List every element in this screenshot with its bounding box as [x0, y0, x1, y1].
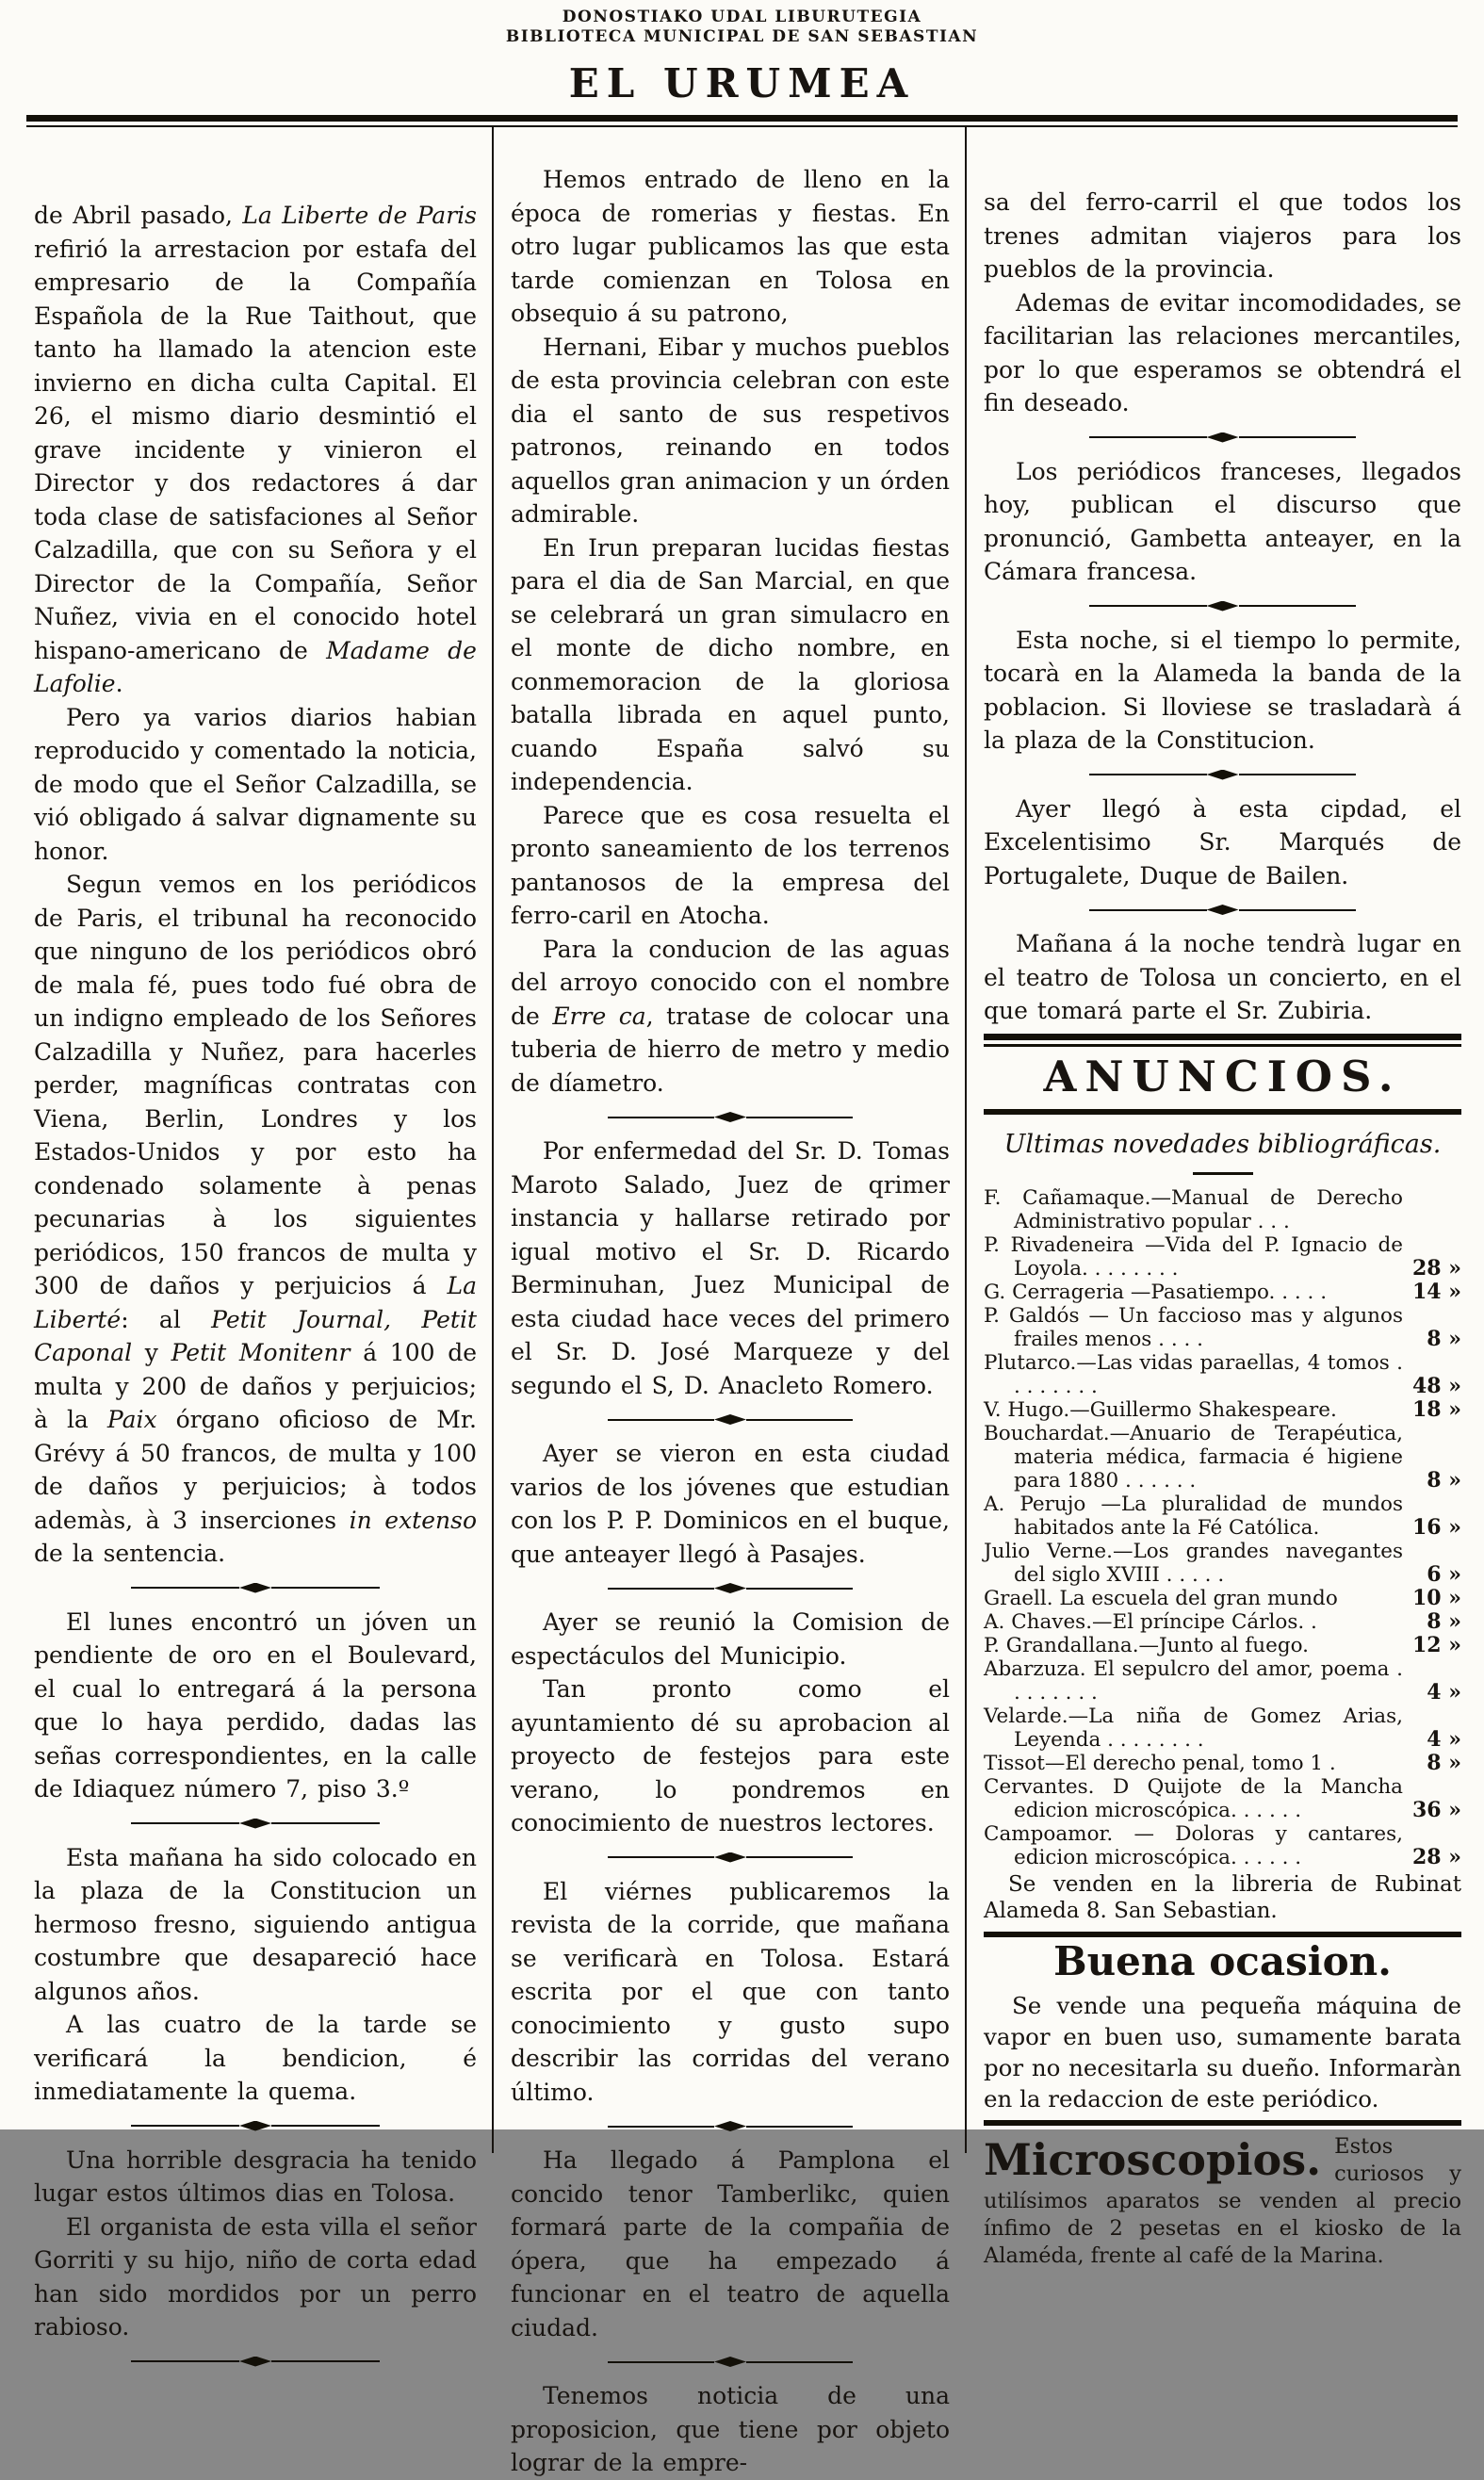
- book-price: 12 »: [1411, 1632, 1461, 1657]
- article-divider: [608, 1414, 854, 1425]
- book-row: [984, 1822, 1461, 1869]
- divider-line: [746, 1117, 853, 1118]
- divider-line: [271, 2360, 380, 2362]
- anuncios-bottom-rule: [984, 1109, 1461, 1115]
- divider-diamond-icon: [1207, 770, 1239, 780]
- book-title: A. Perujo —La pluralidad de mundos habitados ante la Fé Católica.: [984, 1492, 1403, 1540]
- divider-diamond-icon: [714, 2121, 746, 2131]
- divider-line: [131, 1587, 239, 1589]
- book-row: [984, 1351, 1461, 1398]
- divider-line: [608, 2126, 714, 2128]
- article-divider: [1089, 432, 1357, 443]
- divider-line: [131, 2125, 239, 2127]
- column-layout: [28, 127, 1463, 2476]
- book-title: F. Cañamaque.—Manual de Derecho Administrativo popular . . .: [984, 1185, 1403, 1233]
- news-paragraph: Hemos entrado de lleno en la época de romerias y fiestas. En otro lugar publicamos las que esta tarde comienzan en Tolosa en obsequio á su patrono,: [511, 166, 950, 327]
- anuncios-subtitle: Ultimas novedades bibliográficas.: [1003, 1129, 1442, 1159]
- book-row: [984, 1775, 1461, 1822]
- divider-line: [608, 1856, 714, 1858]
- book-price: 28 »: [1411, 1255, 1461, 1281]
- book-row: [984, 1281, 1461, 1304]
- book-row: [984, 1398, 1461, 1422]
- news-column-3-items: [984, 186, 1461, 1028]
- news-paragraph: Hernani, Eibar y muchos pueblos de esta provincia celebran con este dia el santo de sus respetivos patronos, reinando en todos aquellos gran animacion y un órden admirable.: [511, 333, 950, 528]
- article-divider: [131, 2357, 379, 2367]
- divider-line: [608, 1588, 714, 1590]
- book-row: [984, 1610, 1461, 1634]
- divider-line: [1089, 605, 1207, 607]
- book-title: Bouchardat.—Anuario de Terapéutica, materia médica, farmacia é higiene para 1880 . . . . . .: [984, 1421, 1403, 1493]
- book-title: Campoamor. — Doloras y cantares, edicion microscópica. . . . . .: [984, 1821, 1403, 1869]
- book-price: 16 »: [1411, 1514, 1461, 1540]
- article-divider: [131, 2121, 379, 2131]
- book-list-footer: Se venden en la libreria de Rubinat Alameda 8. San Sebastian.: [984, 1871, 1461, 1923]
- article-divider: [131, 1583, 379, 1593]
- book-title: P. Rivadeneira —Vida del P. Ignacio de Loyola. . . . . . . .: [984, 1232, 1403, 1281]
- buena-ocasion-rule: [984, 1932, 1461, 1937]
- book-row: [984, 1304, 1461, 1351]
- book-title: V. Hugo.—Guillermo Shakespeare.: [984, 1397, 1337, 1422]
- divider-diamond-icon: [714, 2357, 746, 2367]
- divider-line: [271, 2125, 380, 2127]
- book-price: 6 »: [1427, 1561, 1461, 1587]
- news-paragraph: Esta mañana ha sido colocado en la plaza de la Constitucion un hermoso fresno, siguiendo antigua costumbre que desapareció hace algunos años.: [34, 1843, 477, 2005]
- divider-line: [746, 2126, 853, 2128]
- news-paragraph: En Irun preparan lucidas fiestas para el dia de San Marcial, en que se celebrará un gran simulacro en el monte de dicho nombre, en conmemoracion de la gloriosa batalla librada en aquel punto, cuando España salvó su independencia.: [511, 533, 950, 795]
- buena-ocasion-text: Se vende una pequeña máquina de vapor en buen uso, sumamente barata por no necesitarla su dueño. Informaràn en la redaccion de este periódico.: [984, 1991, 1461, 2113]
- page-header: [0, 0, 1484, 106]
- book-row: [984, 1657, 1461, 1705]
- article-divider: [1089, 770, 1357, 780]
- news-paragraph: Segun vemos en los periódicos de Paris, el tribunal ha reconocido que ninguno de los periódicos obró de mala fé, pues todo fué obra de un indigno empleado de los Señores Calzadilla y Nuñez, para hacerles perder, magníficas contratas con Viena, Berlin, Londres y los Estados-Unidos y por esto ha condenado solamente à penas pecunarias à los siguientes periódicos, 150 francos de multa y 300 de daños y perjuicios á La Liberté: al Petit Journal, Petit Caponal y Petit Monitenr á 100 de multa y 200 de daños y perjuicios; à la Paix órgano oficioso de Mr. Grévy á 50 francos, de multa y 100 de daños y perjuicios; à todos ademàs, à 3 inserciones in extenso de la sentencia.: [34, 871, 478, 1567]
- news-paragraph: A las cuatro de la tarde se verificará la bendicion, é inmediatamente la quema.: [34, 2011, 477, 2105]
- news-paragraph: El viérnes publicaremos la revista de la corride, que mañana se verificarà en Tolosa. Estará escrita por el que con tanto conocimiento y gusto supo describir las corridas del verano último.: [511, 1877, 950, 2106]
- news-paragraph: Tenemos noticia de una proposicion, que tiene por objeto lograr de la empre-: [511, 2382, 950, 2476]
- article-divider: [608, 2357, 854, 2367]
- divider-line: [746, 1856, 853, 1858]
- book-title: G. Cerrageria —Pasatiempo. . . . .: [984, 1280, 1328, 1304]
- divider-diamond-icon: [1207, 601, 1239, 612]
- news-paragraph: El organista de esta villa el señor Gorriti y su hijo, niño de corta edad han sido mordidos por un perro rabioso.: [34, 2212, 477, 2341]
- masthead-rule: [26, 115, 1458, 127]
- news-paragraph: Una horrible desgracia ha tenido lugar estos últimos dias en Tolosa.: [34, 2146, 477, 2207]
- divider-diamond-icon: [1207, 432, 1239, 443]
- news-paragraph: Pero ya varios diarios habian reproducido y comentado la noticia, de modo que el Señor Calzadilla, se vió obligado á salvar dignamente su honor.: [34, 703, 477, 865]
- book-price: 4 »: [1427, 1726, 1461, 1752]
- divider-diamond-icon: [239, 1583, 271, 1593]
- buena-ocasion-title: Buena ocasion.: [1053, 1937, 1392, 1984]
- anuncios-top-rule: [984, 1034, 1461, 1047]
- book-title: Graell. La escuela del gran mundo: [984, 1586, 1338, 1610]
- article-divider: [608, 1112, 854, 1122]
- news-paragraph: Esta noche, si el tiempo lo permite, tocarà en la Alameda la banda de la poblacion. Si lloviese se trasladarà á la plaza de la Constitucion.: [984, 626, 1461, 754]
- divider-line: [1239, 436, 1357, 438]
- microscopios-section: [984, 2120, 1461, 2270]
- book-row: [984, 1752, 1461, 1775]
- book-row: [984, 1634, 1461, 1657]
- book-price: 28 »: [1411, 1844, 1461, 1869]
- divider-line: [608, 1419, 714, 1421]
- book-title: Julio Verne.—Los grandes navegantes del siglo XVIII . . . . .: [984, 1539, 1403, 1587]
- article-divider: [1089, 601, 1357, 612]
- news-paragraph: Por enfermedad del Sr. D. Tomas Maroto Salado, Juez de qrimer instancia y hallarse retirado por igual motivo el Sr. D. Ricardo Berminuhan, Juez Municipal de esta ciudad hace veces del primero el Sr. D. José Marqueze y del segundo el S, D. Anacleto Romero.: [511, 1137, 950, 1399]
- divider-line: [1089, 909, 1207, 911]
- book-title: Velarde.—La niña de Gomez Arias, Leyenda . . . . . . . .: [984, 1704, 1403, 1752]
- microscopios-ad: [984, 2133, 1461, 2270]
- divider-line: [746, 2361, 853, 2363]
- book-title: A. Chaves.—El príncipe Cárlos. .: [984, 1609, 1317, 1634]
- article-divider: [608, 2121, 854, 2131]
- divider-line: [1239, 774, 1357, 775]
- book-price: 36 »: [1411, 1797, 1461, 1822]
- anuncios-subtitle-dash: [1193, 1172, 1253, 1175]
- divider-line: [746, 1588, 853, 1590]
- book-price: 14 »: [1411, 1279, 1461, 1304]
- article-divider: [608, 1852, 854, 1863]
- news-paragraph: Parece que es cosa resuelta el pronto saneamiento de los terrenos pantanosos de la empresa del ferro-caril en Atocha.: [511, 801, 950, 929]
- divider-line: [746, 1419, 853, 1421]
- book-price: 4 »: [1427, 1679, 1461, 1705]
- divider-line: [1239, 909, 1357, 911]
- book-price: 10 »: [1411, 1585, 1461, 1610]
- book-title: Abarzuza. El sepulcro del amor, poema . . . . . . . .: [984, 1656, 1403, 1705]
- library-stamp-line2: BIBLIOTECA MUNICIPAL DE SAN SEBASTIAN: [505, 27, 979, 46]
- divider-line: [608, 2361, 714, 2363]
- news-column-2: [494, 127, 967, 2476]
- divider-line: [131, 1822, 239, 1824]
- book-title: P. Grandallana.—Junto al fuego.: [984, 1633, 1309, 1657]
- book-list: [984, 1186, 1461, 1869]
- book-row: [984, 1422, 1461, 1493]
- book-row: [984, 1493, 1461, 1540]
- book-row: [984, 1587, 1461, 1610]
- divider-diamond-icon: [239, 1819, 271, 1829]
- microscopios-text: Estos curiosos y utilísimos aparatos se venden al precio ínfimo de 2 pesetas en el kiosko de la Alaméda, frente al café de la Marina.: [984, 2133, 1461, 2268]
- news-paragraph: Ayer se reunió la Comision de espectáculos del Municipio.: [511, 1608, 950, 1670]
- anuncios-section: [984, 1034, 1461, 1924]
- book-price: 48 »: [1411, 1373, 1461, 1398]
- news-paragraph: Ha llegado á Pamplona el concido tenor Tamberlikc, quien formará parte de la compañia de ópera, que ha empezado á funcionar en el teatro de aquella ciudad.: [511, 2146, 950, 2341]
- book-title: Tissot—El derecho penal, tomo 1 .: [984, 1751, 1336, 1775]
- book-title: Plutarco.—Las vidas paraellas, 4 tomos . . . . . . . .: [984, 1350, 1403, 1398]
- buena-ocasion-section: [984, 1932, 1461, 2114]
- news-paragraph: sa del ferro-carril el que todos los trenes admitan viajeros para los pueblos de la provincia.: [984, 188, 1461, 283]
- book-title: P. Galdós — Un faccioso mas y algunos frailes menos . . . .: [984, 1303, 1403, 1351]
- divider-line: [608, 1117, 714, 1118]
- book-price: 18 »: [1411, 1396, 1461, 1422]
- article-divider: [608, 1583, 854, 1593]
- news-column-1: [28, 127, 494, 2341]
- news-paragraph: Mañana á la noche tendrà lugar en el teatro de Tolosa un concierto, en el que tomará parte el Sr. Zubiria.: [984, 930, 1461, 1024]
- news-paragraph: Tan pronto como el ayuntamiento dé su aprobacion al proyecto de festejos para este verano, lo pondremos en conocimiento de nuestros lectores.: [511, 1675, 950, 1836]
- news-paragraph: El lunes encontró un jóven un pendiente de oro en el Boulevard, el cual lo entregará á la persona que lo haya perdido, dadas las señas correspondientes, en la calle de Idiaquez número 7, piso 3.º: [34, 1607, 477, 1803]
- book-price: 8 »: [1427, 1750, 1461, 1775]
- divider-line: [131, 2360, 239, 2362]
- divider-line: [1089, 436, 1207, 438]
- divider-line: [1239, 605, 1357, 607]
- divider-diamond-icon: [239, 2121, 271, 2131]
- article-divider: [1089, 905, 1357, 915]
- news-paragraph: Ademas de evitar incomodidades, se facilitarian las relaciones mercantiles, por lo que esperamos se obtendrá el fin deseado.: [984, 288, 1461, 416]
- article-divider: [131, 1819, 379, 1829]
- book-price: 8 »: [1427, 1326, 1461, 1351]
- news-paragraph: Para la conducion de las aguas del arroyo conocido con el nombre de Erre ca, tratase de colocar una tuberia de hierro de metro y medio de díametro.: [511, 935, 950, 1097]
- news-column-3: [967, 127, 1463, 2268]
- divider-diamond-icon: [714, 1852, 746, 1863]
- microscopios-title: Microscopios.: [984, 2133, 1322, 2185]
- microscopios-rule: [984, 2120, 1461, 2126]
- divider-diamond-icon: [714, 1112, 746, 1122]
- news-paragraph: Ayer llegó à esta cipdad, el Excelentisimo Sr. Marqués de Portugalete, Duque de Bailen.: [984, 794, 1461, 889]
- divider-diamond-icon: [1207, 905, 1239, 915]
- book-price: 8 »: [1427, 1608, 1461, 1634]
- news-paragraph: Ayer se vieron en esta ciudad varios de los jóvenes que estudian con los P. P. Dominicos en el buque, que anteayer llegó à Pasajes.: [511, 1440, 950, 1568]
- divider-diamond-icon: [714, 1583, 746, 1593]
- book-price: 8 »: [1427, 1467, 1461, 1493]
- divider-diamond-icon: [239, 2357, 271, 2367]
- library-stamp-line1: DONOSTIAKO UDAL LIBURUTEGIA: [562, 8, 922, 26]
- divider-diamond-icon: [714, 1414, 746, 1425]
- masthead-title: EL URUMEA: [568, 60, 916, 106]
- news-paragraph: Los periódicos franceses, llegados hoy, publican el discurso que pronunció, Gambetta anteayer, en la Cámara francesa.: [984, 457, 1461, 585]
- book-row: [984, 1705, 1461, 1752]
- book-row: [984, 1186, 1461, 1233]
- divider-line: [271, 1587, 380, 1589]
- divider-line: [271, 1822, 380, 1824]
- book-row: [984, 1540, 1461, 1587]
- book-title: Cervantes. D Quijote de la Mancha edicion microscópica. . . . . .: [984, 1774, 1403, 1822]
- news-paragraph: de Abril pasado, La Liberte de Paris refirió la arrestacion por estafa del empresario de la Compañía Española de la Rue Taithout, que tanto ha llamado la atencion este invierno en dicha culta Capital. El 26, el mismo diario desmintió el grave incidente y vinieron el Director y dos redactores á dar toda clase de satisfaciones al Señor Calzadilla, que con su Señora y el Director de la Compañía, Señor Nuñez, vivia en el conocido hotel hispano-americano de Madame de Lafolie.: [34, 202, 477, 697]
- divider-line: [1089, 774, 1207, 775]
- book-row: [984, 1233, 1461, 1281]
- anuncios-title: ANUNCIOS.: [1043, 1051, 1402, 1101]
